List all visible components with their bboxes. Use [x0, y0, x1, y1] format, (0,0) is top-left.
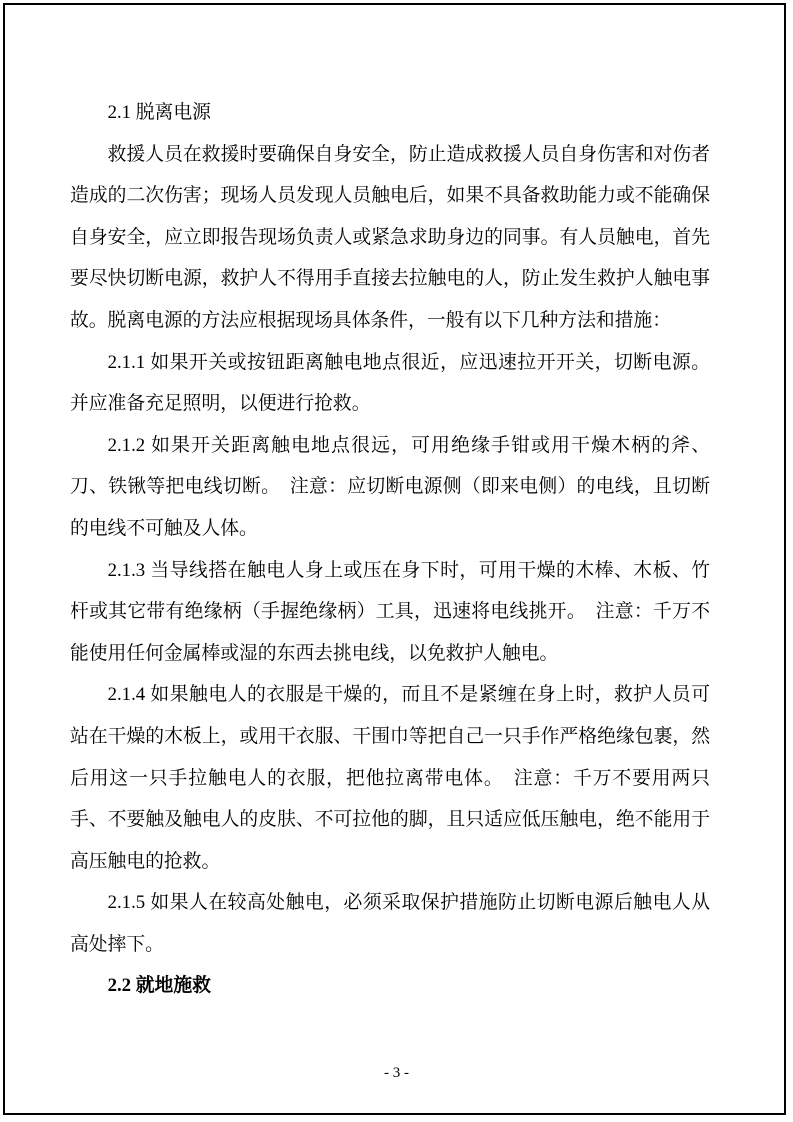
section-heading-2-1: 2.1 脱离电源 — [107, 102, 211, 123]
paragraph-2-1-3: 2.1.3 当导线搭在触电人身上或压在身下时，可用干燥的木棒、木板、竹杆或其它带有绝缘柄（手握绝缘柄）工具，迅速将电线挑开。 注意：千万不能使用任何金属棒或湿的东西去挑电线，以免救护人触电。 — [70, 559, 710, 664]
paragraph-2-1-2: 2.1.2 如果开关距离触电地点很远，可用绝缘手钳或用干燥木柄的斧、刀、铁锹等把电线切断。 注意：应切断电源侧（即来电侧）的电线，且切断的电线不可触及人体。 — [70, 434, 710, 539]
paragraph-2-1-1: 2.1.1 如果开关或按钮距离触电地点很近，应迅速拉开开关，切断电源。并应准备充足照明，以便进行抢救。 — [70, 351, 710, 415]
page-number: - 3 - — [384, 1065, 409, 1081]
paragraph-2-1-4: 2.1.4 如果触电人的衣服是干燥的，而且不是紧缠在身上时，救护人员可站在干燥的木板上，或用干衣服、干围巾等把自己一只手作严格绝缘包裹，然后用这一只手拉触电人的衣服，把他拉离带电体。 注意：千万不要用两只手、不要触及触电人的皮肤、不可拉他的脚，且只适应低压触电，绝不能用于高压触电的抢救。 — [70, 684, 710, 872]
paragraph-intro: 救援人员在救援时要确保自身安全，防止造成救援人员自身伤害和对伤者造成的二次伤害；现场人员发现人员触电后，如果不具备救助能力或不能确保自身安全，应立即报告现场负责人或紧急求助身边的同事。有人员触电，首先要尽快切断电源，救护人不得用手直接去拉触电的人，防止发生救护人触电事故。脱离电源的方法应根据现场具体条件，一般有以下几种方法和措施： — [70, 143, 710, 331]
document-body — [70, 92, 710, 1007]
section-heading-2-2: 2.2 就地施救 — [107, 975, 211, 997]
paragraph-2-1-5: 2.1.5 如果人在较高处触电，必须采取保护措施防止切断电源后触电人从高处摔下。 — [70, 892, 710, 955]
